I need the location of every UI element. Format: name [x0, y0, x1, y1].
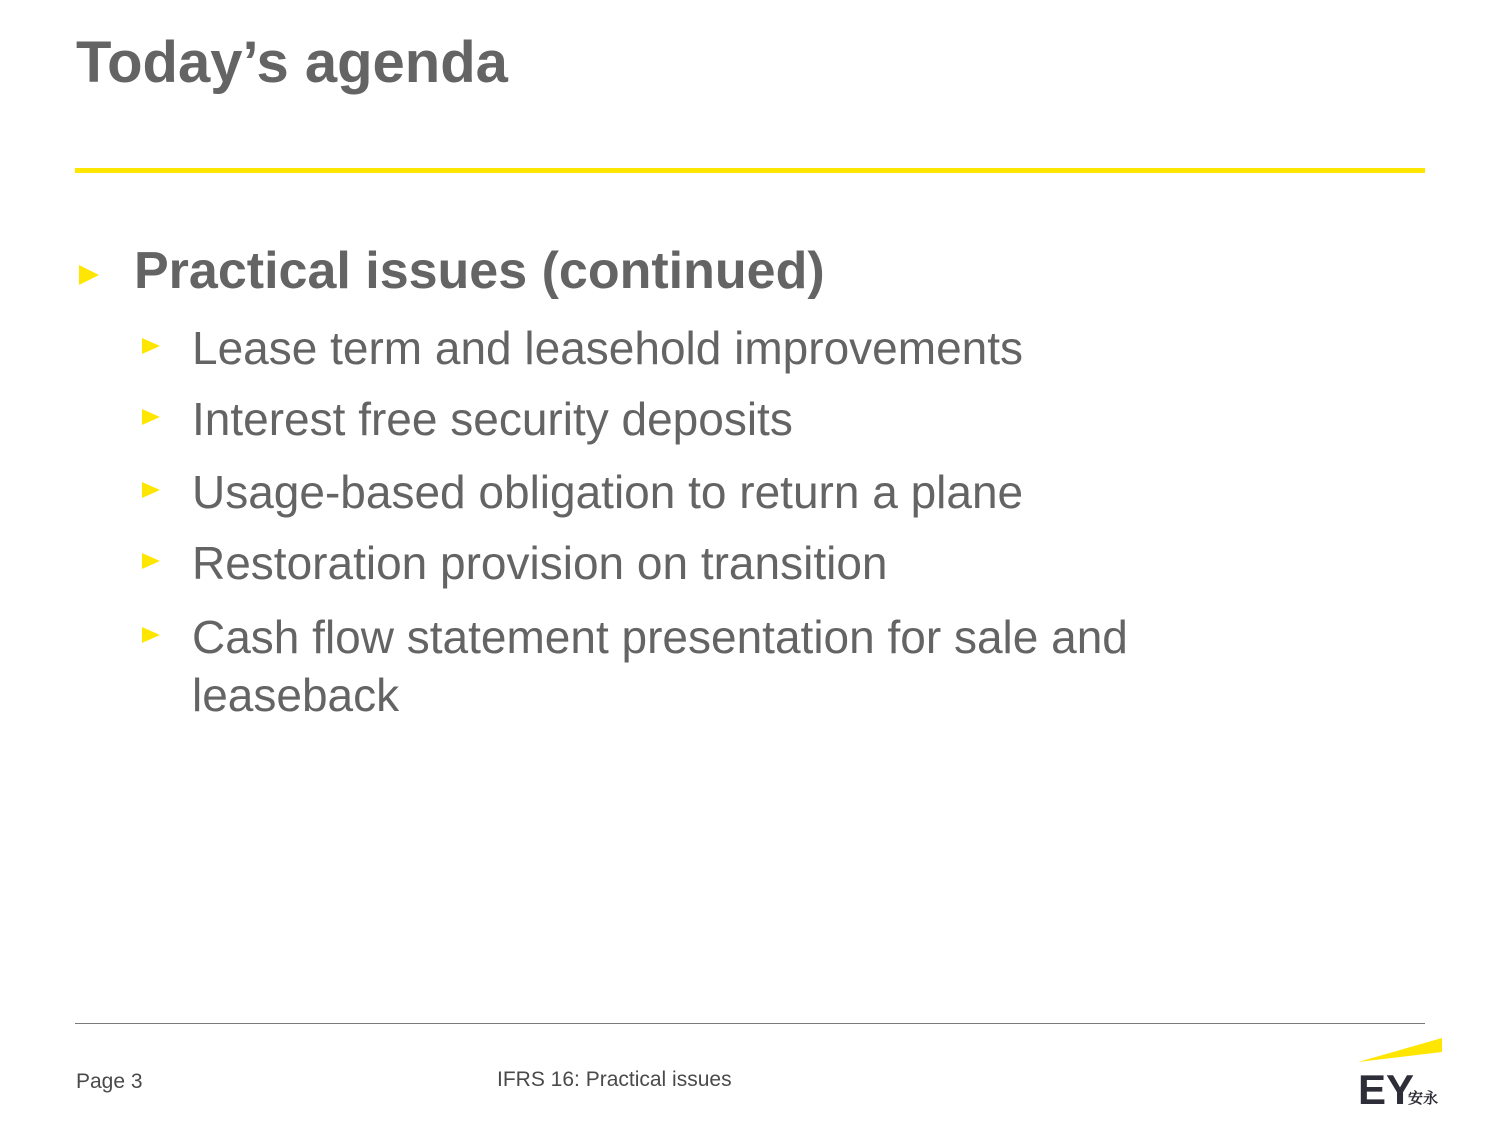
page-number: Page 3: [76, 1070, 143, 1093]
sub-bullet-item: [138, 319, 1258, 377]
bullet-arrow-icon: [142, 627, 160, 643]
slide-title: Today’s agenda: [76, 30, 508, 95]
ey-logo-beam: [1358, 1038, 1442, 1062]
sub-bullet-text: Usage-based obligation to return a plane: [192, 466, 1024, 518]
sub-bullet-item: [138, 608, 1258, 724]
title-underline-divider: [75, 168, 1425, 173]
sub-bullet-text: Interest free security deposits: [192, 393, 793, 445]
ey-logo-text: EY: [1358, 1066, 1415, 1108]
bullet-arrow-icon: [142, 409, 160, 425]
sub-bullet-text: Cash flow statement presentation for sale and leaseback: [192, 611, 1128, 721]
sub-bullet-text: Lease term and leasehold improvements: [192, 322, 1024, 374]
bullet-arrow-icon: [79, 265, 99, 285]
ey-logo-chinese-name: 安永: [1408, 1089, 1439, 1107]
ey-logo-icon: [1356, 1036, 1446, 1108]
footer-presentation-title: IFRS 16: Practical issues: [497, 1068, 732, 1091]
sub-bullet-item: [138, 534, 1258, 592]
footer-divider: [75, 1023, 1425, 1024]
sub-bullet-item: [138, 463, 1258, 521]
bullet-arrow-icon: [142, 338, 160, 354]
sub-bullet-text: Restoration provision on transition: [192, 537, 888, 589]
main-bullet-text: Practical issues (continued): [134, 242, 825, 300]
sub-bullet-item: [138, 390, 1258, 448]
bullet-arrow-icon: [142, 553, 160, 569]
bullet-arrow-icon: [142, 482, 160, 498]
